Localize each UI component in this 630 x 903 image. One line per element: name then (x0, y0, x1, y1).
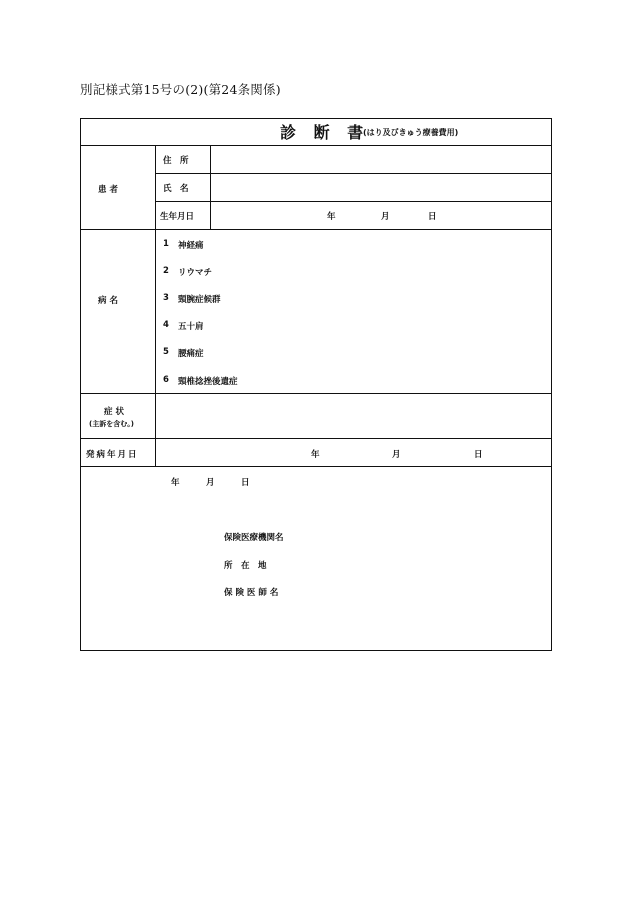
dob-month-label: 月 (381, 212, 390, 222)
dob-day-label: 日 (428, 212, 437, 222)
rule-patient-subcolumn (210, 145, 211, 229)
disease-item-no: 6 (163, 375, 169, 385)
disease-item-label: 頸腕症候群 (178, 295, 221, 305)
rule-name-dob (155, 201, 552, 202)
onset-month-label: 月 (392, 450, 401, 460)
rule-address-name (155, 173, 552, 174)
dob-year-label: 年 (327, 212, 336, 222)
symptoms-sublabel: (主訴を含む。) (89, 420, 134, 428)
form-number-note: 別記様式第15号の(2)(第24条関係) (80, 82, 281, 97)
issue-month-label: 月 (206, 478, 215, 488)
address-field[interactable] (212, 147, 550, 172)
onset-day-label: 日 (474, 450, 483, 460)
disease-item-no: 4 (163, 320, 169, 330)
disease-item-label: 腰痛症 (178, 349, 204, 359)
doctor-label: 保 険 医 師 名 (224, 588, 279, 598)
location-label: 所 在 地 (224, 561, 267, 571)
patient-section-label: 患 者 (98, 185, 118, 195)
rule-below-symptoms (80, 438, 552, 439)
institution-label: 保険医療機関名 (224, 533, 284, 543)
disease-item-no: 5 (163, 347, 169, 357)
issue-year-label: 年 (171, 478, 180, 488)
onset-year-label: 年 (311, 450, 320, 460)
rule-below-disease (80, 393, 552, 394)
dob-label: 生年月日 (160, 212, 195, 222)
disease-item-no: 3 (163, 293, 169, 303)
rule-label-column (155, 145, 156, 466)
rule-below-onset (80, 466, 552, 467)
disease-item-label: 神経痛 (178, 241, 204, 251)
disease-item-label: 五十肩 (178, 322, 204, 332)
disease-item-no: 1 (163, 239, 169, 249)
symptoms-field[interactable] (157, 395, 550, 437)
rule-below-patient (80, 229, 552, 230)
issue-day-label: 日 (241, 478, 250, 488)
symptoms-label: 症 状 (104, 407, 124, 417)
onset-date-label: 発病年月日 (86, 450, 139, 460)
form-title: 診 断 書 (280, 123, 370, 142)
name-field[interactable] (212, 175, 550, 200)
disease-item-label: リウマチ (178, 268, 213, 278)
name-label: 氏 名 (163, 184, 189, 194)
disease-section-label: 病 名 (98, 296, 118, 306)
disease-item-no: 2 (163, 266, 169, 276)
disease-item-label: 頸椎捻挫後遺症 (178, 377, 238, 387)
rule-below-title (80, 145, 552, 146)
form-subtitle: (はり及びきゅう療養費用) (363, 128, 459, 137)
address-label: 住 所 (163, 156, 189, 166)
